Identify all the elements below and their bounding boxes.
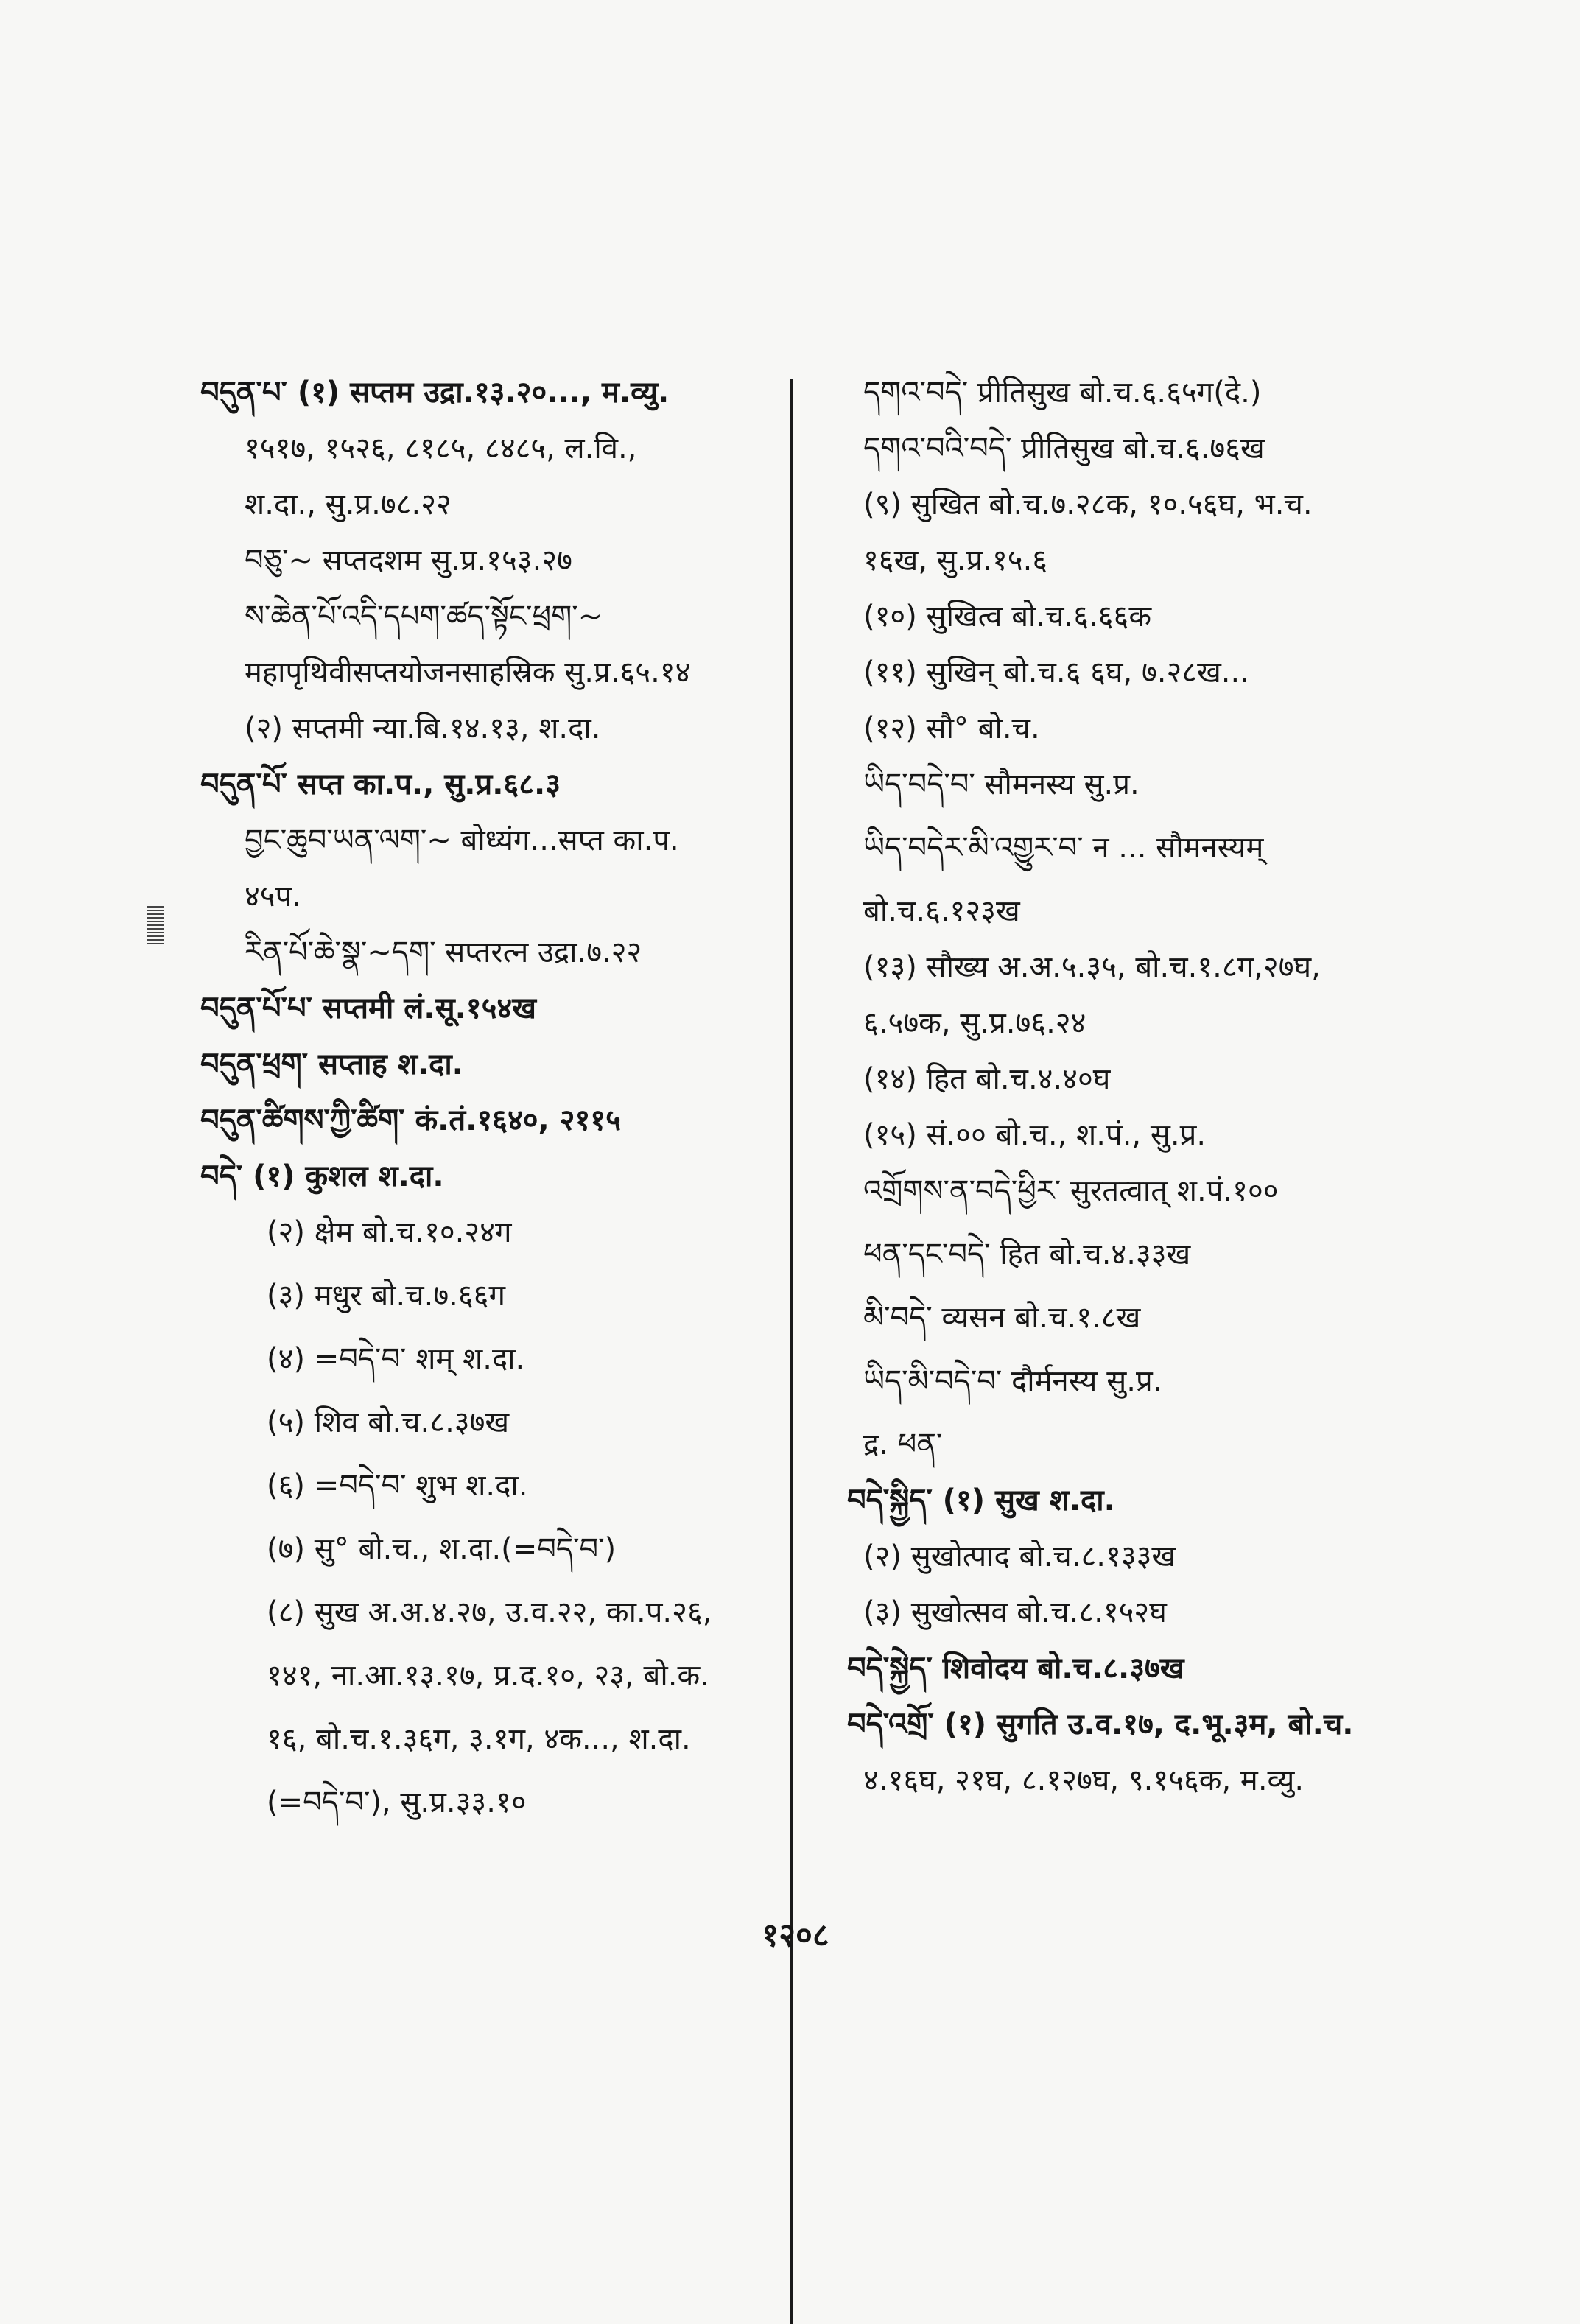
entry-line: ཕན་དང་བདེ་ हित बो.च.४.३३ख — [863, 1238, 1191, 1271]
entry-line: ས་ཆེན་པོ་འདི་དཔག་ཚད་སྟོང་ཕྲག་~ — [245, 600, 603, 633]
entry-line: བདུན་ཚིགས་ཀྱི་ཚིག་ कं.तं.१६४०, २११५ — [200, 1103, 621, 1137]
entry-line: (६) =བདེ་བ་ शुभ श.दा. — [267, 1469, 528, 1503]
entry-line: (१५) सं.०० बो.च., श.पं., सु.प्र. — [863, 1118, 1207, 1152]
entry-line: (४) =བདེ་བ་ शम् श.दा. — [267, 1342, 525, 1376]
page-number: १२०८ — [762, 1917, 829, 1954]
entry-line: བདུན་ཕྲག་ सप्ताह श.दा. — [200, 1047, 463, 1081]
entry-line: རིན་པོ་ཆེ་སྣ་~དག་ सप्तरत्न उद्रा.७.२२ — [245, 935, 642, 969]
entry-line: (११) सुखिन् बो.च.६ ६घ, ७.२८ख... — [863, 656, 1249, 689]
entry-line: १६ख, सु.प्र.१५.६ — [863, 544, 1048, 578]
entry-line: श.दा., सु.प्र.७८.२२ — [245, 488, 452, 522]
entry-line: བྱང་ཆུབ་ཡན་ལག་~ बोध्यंग...सप्त का.प. — [245, 824, 679, 857]
margin-mark-icon — [147, 906, 164, 947]
entry-line: (८) सुख अ.अ.४.२७, उ.व.२२, का.प.२६, — [267, 1595, 712, 1629]
entry-line: (२) सप्तमी न्या.बि.१४.१३, श.दा. — [245, 712, 601, 745]
entry-line: བདེ་སྐྱིད་ (१) सुख श.दा. — [847, 1484, 1115, 1517]
entry-line: द्र. ཕན་ — [863, 1428, 943, 1461]
entry-line: बो.च.६.१२३ख — [863, 894, 1020, 928]
entry-line: (५) शिव बो.च.८.३७ख — [267, 1405, 510, 1439]
entry-line: མི་བདེ་ व्यसन बो.च.१.८ख — [863, 1301, 1141, 1335]
entry-line: (=བདེ་བ་), सु.प्र.३३.१० — [267, 1786, 527, 1819]
entry-line: དགའ་བའི་བདེ་ प्रीतिसुख बो.च.६.७६ख — [863, 432, 1265, 466]
entry-line: (१२) सौ° बो.च. — [863, 712, 1040, 745]
entry-line: (१३) सौख्य अ.अ.५.३५, बो.च.१.८ग,२७घ, — [863, 950, 1321, 984]
entry-line: १६, बो.च.१.३६ग, ३.१ग, ४क..., श.दा. — [267, 1722, 691, 1756]
entry-line: (२) क्षेम बो.च.१०.२४ग — [267, 1215, 512, 1249]
entry-line: ४.१६घ, २१घ, ८.१२७घ, ९.१५६क, म.व्यु. — [863, 1763, 1305, 1797]
entry-line: (७) सु° बो.च., श.दा.(=བདེ་བ་) — [267, 1532, 617, 1566]
entry-line: १५१७, १५२६, ८१८५, ८४८५, ल.वि., — [245, 432, 637, 466]
right-column — [847, 372, 1407, 1816]
entry-line: १४१, ना.आ.१३.१७, प्र.द.१०, २३, बो.क. — [267, 1659, 709, 1693]
entry-line: བདུན་པ་ (१) सप्तम उद्रा.१३.२०..., म.व्यु. — [200, 376, 670, 410]
entry-line: བདེ་འགྲོ་ (१) सुगति उ.व.१७, द.भू.३म, बो.च. — [847, 1707, 1354, 1741]
entry-line: (३) मधुर बो.च.७.६६ग — [267, 1279, 505, 1313]
entry-line: བདེ་སྐྱེད་ शिवोदय बो.च.८.३७ख — [847, 1651, 1184, 1685]
entry-line: བདུན་པོ་ सप्त का.प., सु.प्र.६८.३ — [200, 768, 561, 801]
entry-line: (३) सुखोत्सव बो.च.८.१५२घ — [863, 1595, 1167, 1629]
entry-line: བདུན་པོ་པ་ सप्तमी लं.सू.१५४ख — [200, 991, 536, 1025]
left-column — [200, 372, 790, 1845]
entry-line: ཡིད་མི་བདེ་བ་ दौर्मनस्य सु.प्र. — [863, 1364, 1162, 1398]
entry-line: དགའ་བདེ་ प्रीतिसुख बो.च.६.६५ग(दे.) — [863, 376, 1262, 410]
entry-line: (९) सुखित बो.च.७.२८क, १०.५६घ, भ.च. — [863, 488, 1313, 522]
entry-line: བཅུ་~ सप्तदशम सु.प्र.१५३.२७ — [245, 544, 572, 578]
entry-line: (१०) सुखित्व बो.च.६.६६क — [863, 600, 1152, 633]
entry-line: (१४) हित बो.च.४.४०घ — [863, 1062, 1111, 1096]
entry-line: ६.५७क, सु.प्र.७६.२४ — [863, 1006, 1086, 1040]
entry-line: ཡིད་བདེར་མི་འགྱུར་བ་ न ... सौमनस्यम् — [863, 831, 1264, 865]
entry-line: བདེ་ (१) कुशल श.दा. — [200, 1159, 444, 1193]
entry-line: འགྲོགས་ན་བདེ་ཕྱིར་ सुरतत्वात् श.पं.१०० — [863, 1174, 1279, 1208]
column-divider — [790, 379, 793, 2324]
entry-line: ཡིད་བདེ་བ་ सौमनस्य सु.प्र. — [863, 768, 1140, 801]
entry-line: ४५प. — [245, 880, 302, 913]
entry-line: महापृथिवीसप्तयोजनसाहस्रिक सु.प्र.६५.१४ — [245, 656, 691, 689]
entry-line: (२) सुखोत्पाद बो.च.८.१३३ख — [863, 1540, 1176, 1573]
